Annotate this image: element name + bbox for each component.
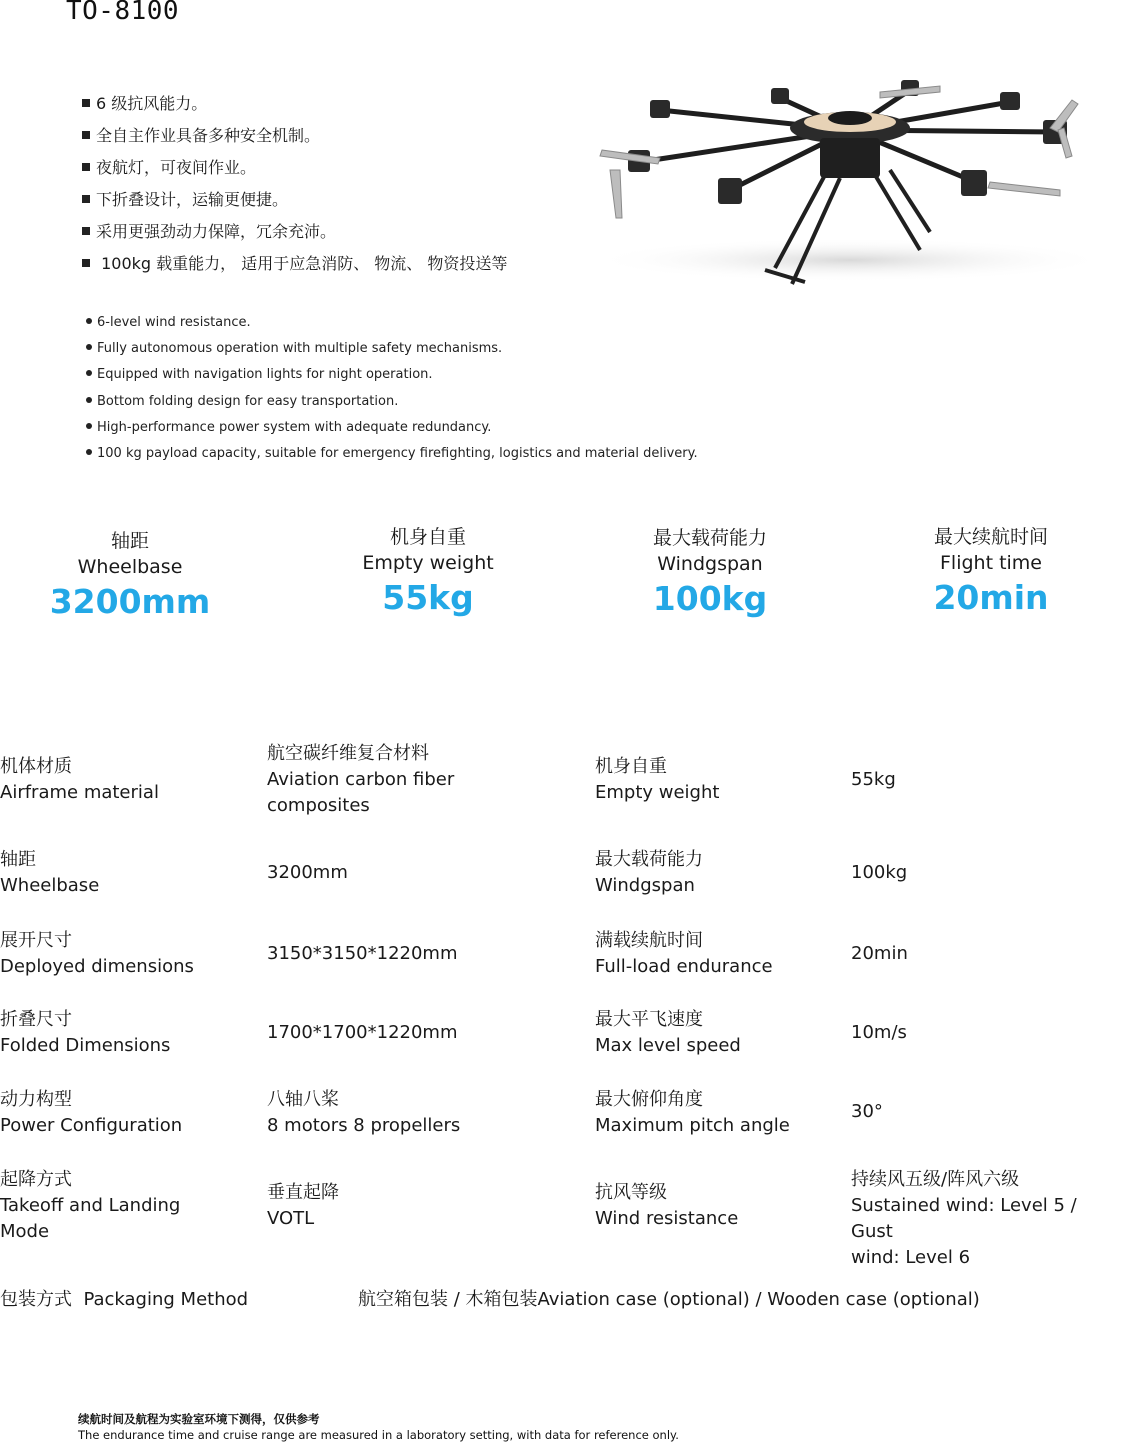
en-feature-item: Equipped with navigation lights for night operation. (86, 362, 698, 388)
bullet-icon (86, 344, 92, 350)
stat-label-cn: 最大续航时间 (933, 526, 1048, 548)
cn-feature-item: 6 级抗风能力。 (82, 88, 507, 120)
cn-feature-item: 夜航灯，可夜间作业。 (82, 152, 507, 184)
en-feature-item: Bottom folding design for easy transportation. (86, 389, 698, 415)
spec-label: 机体材质 Airframe material (0, 756, 159, 803)
spec-value: 八轴八桨 8 motors 8 propellers (267, 1089, 461, 1136)
spec-label: 抗风等级 Wind resistance (595, 1182, 739, 1229)
spec-value: 3200mm (267, 862, 348, 883)
drone-image (580, 70, 1110, 300)
en-feature-item: 6-level wind resistance. (86, 310, 698, 336)
spec-value: 10m/s (851, 1022, 907, 1043)
stat-flight-time (871, 524, 1111, 620)
bullet-icon (86, 370, 92, 376)
spec-label: 最大载荷能力 Windgspan (595, 849, 703, 896)
square-bullet-icon (82, 259, 90, 267)
spec-value: 30° (851, 1101, 883, 1122)
stat-label-en: Empty weight (362, 552, 494, 574)
cn-feature-item: 100kg 载重能力， 适用于应急消防、 物流、 物资投送等 (82, 248, 507, 280)
footnote-cn: 续航时间及航程为实验室环境下测得，仅供参考 (78, 1412, 320, 1426)
spec-label: 折叠尺寸 Folded Dimensions (0, 1009, 171, 1056)
en-feature-list (86, 310, 698, 467)
square-bullet-icon (82, 131, 90, 139)
bullet-icon (86, 449, 92, 455)
en-feature-item: High-performance power system with adequate redundancy. (86, 415, 698, 441)
spec-label: 起降方式 Takeoff and Landing Mode (0, 1169, 181, 1242)
spec-value: 3150*3150*1220mm (267, 943, 458, 964)
spec-value: 20min (851, 943, 908, 964)
spec-value: 1700*1700*1220mm (267, 1022, 458, 1043)
packaging-label: 包装方式 Packaging Method (0, 1289, 249, 1310)
model-title: TO-8100 (66, 0, 180, 26)
spec-value: 100kg (851, 862, 908, 883)
cn-feature-item: 下折叠设计，运输更便捷。 (82, 184, 507, 216)
cn-feature-item: 采用更强劲动力保障，冗余充沛。 (82, 216, 507, 248)
spec-value: 55kg (851, 769, 896, 790)
stat-label-cn: 最大载荷能力 (652, 527, 767, 549)
bullet-icon (86, 318, 92, 324)
spec-label: 最大俯仰角度 Maximum pitch angle (595, 1089, 790, 1136)
spec-value: 持续风五级/阵风六级 Sustained wind: Level 5 / Gust wind: Level 6 (851, 1169, 1077, 1268)
spec-value: 航空碳纤维复合材料 Aviation carbon fiber composites (267, 743, 455, 816)
stat-label-en: Wheelbase (77, 556, 183, 578)
spec-value: 垂直起降 VOTL (267, 1182, 339, 1229)
square-bullet-icon (82, 163, 90, 171)
square-bullet-icon (82, 195, 90, 203)
packaging-value: 航空箱包装 / 木箱包装Aviation case (optional) / Wooden case (optional) (358, 1289, 980, 1310)
spec-label: 展开尺寸 Deployed dimensions (0, 930, 194, 977)
stat-value: 100kg (652, 579, 768, 618)
cn-feature-item: 全自主作业具备多种安全机制。 (82, 120, 507, 152)
stat-value: 20min (933, 578, 1049, 617)
stat-label-en: Windgspan (657, 553, 763, 575)
stat-wheelbase (10, 528, 250, 624)
stat-label-cn: 轴距 (110, 530, 149, 552)
en-feature-item: 100 kg payload capacity, suitable for emergency firefighting, logistics and material delivery. (86, 441, 698, 467)
stat-payload (590, 525, 830, 621)
stat-value: 55kg (382, 578, 474, 617)
footnote-en: The endurance time and cruise range are measured in a laboratory setting, with data for reference only. (78, 1428, 679, 1442)
square-bullet-icon (82, 99, 90, 107)
stat-value: 3200mm (49, 582, 211, 621)
en-feature-item: Fully autonomous operation with multiple safety mechanisms. (86, 336, 698, 362)
spec-label: 轴距 Wheelbase (0, 849, 100, 896)
spec-label: 机身自重 Empty weight (595, 756, 720, 803)
stat-empty-weight (308, 524, 548, 620)
spec-label: 满载续航时间 Full-load endurance (595, 930, 773, 977)
spec-label: 动力构型 Power Configuration (0, 1089, 183, 1136)
stat-label-en: Flight time (939, 552, 1042, 574)
stat-label-cn: 机身自重 (389, 526, 466, 548)
bullet-icon (86, 397, 92, 403)
bullet-icon (86, 423, 92, 429)
spec-label: 最大平飞速度 Max level speed (595, 1009, 741, 1056)
square-bullet-icon (82, 227, 90, 235)
cn-feature-list (82, 88, 507, 280)
